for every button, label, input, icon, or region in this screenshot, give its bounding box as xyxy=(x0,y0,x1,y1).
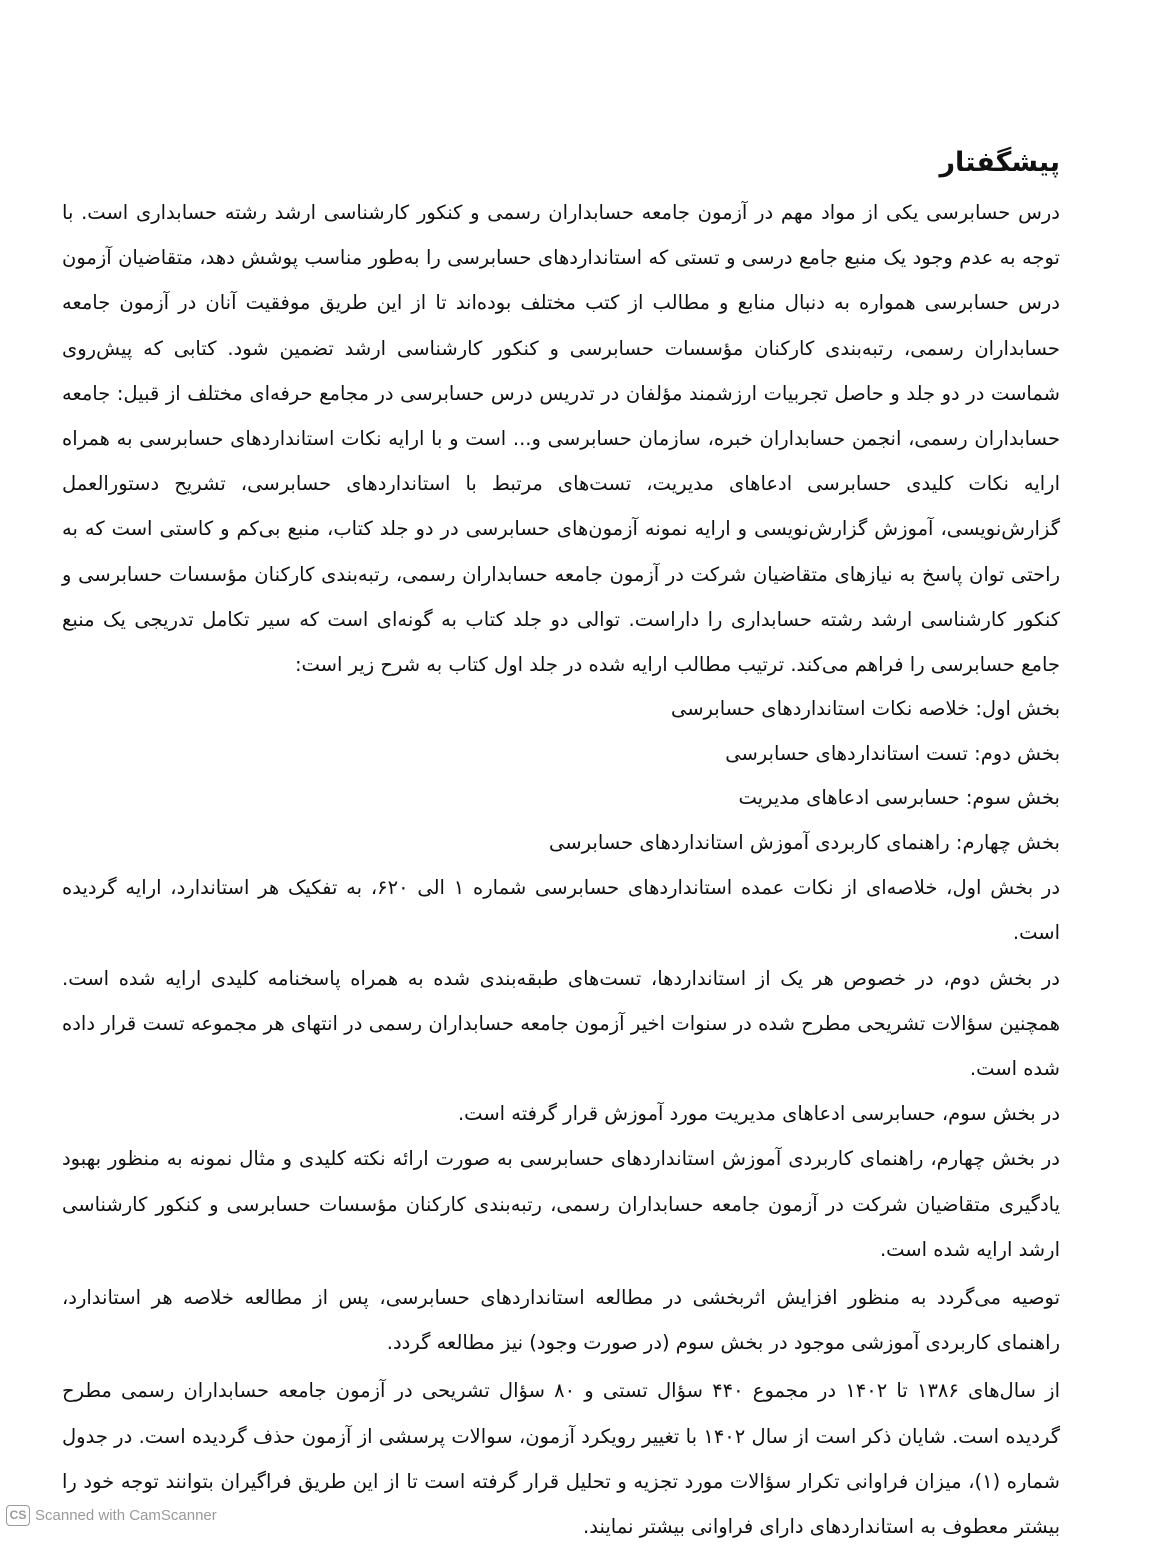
document-body xyxy=(62,140,1060,1549)
part4-paragraph: در بخش چهارم، راهنمای کاربردی آموزش استانداردهای حسابرسی به صورت ارائه نکته کلیدی و مثال نمونه به منظور بهبود یادگیری متقاضیان شرکت در آزمون جامعه حسابداران رسمی، رتبه‌بندی کارکنان مؤسسات حسابرسی و کنکور کارشناسی ارشد ارایه شده است. xyxy=(62,1147,1060,1261)
page-title: پیشگفتار xyxy=(939,147,1060,178)
recommendation-paragraph: توصیه می‌گردد به منظور افزایش اثربخشی در مطالعه استانداردهای حسابرسی، پس از مطالعه خلاصه هر استاندارد، راهنمای کاربردی آموزشی موجود در بخش سوم (در صورت وجود) نیز مطالعه گردد. xyxy=(62,1286,1060,1355)
sections-list xyxy=(62,687,1060,865)
list-item: بخش اول: خلاصه نکات استانداردهای حسابرسی xyxy=(670,697,1060,721)
watermark-text: Scanned with CamScanner xyxy=(35,1507,217,1524)
part2-paragraph: در بخش دوم، در خصوص هر یک از استانداردها، تست‌های طبقه‌بندی شده به همراه پاسخنامه کلیدی ارایه شده است. همچنین سؤالات تشریحی مطرح شده در سنوات اخیر آزمون جامعه حسابداران رسمی در انتهای هر مجموعه تست قرار داده شده است. xyxy=(62,966,1060,1081)
camscanner-logo-icon: CS xyxy=(6,1505,30,1526)
camscanner-watermark xyxy=(6,1505,217,1526)
list-item: بخش دوم: تست استانداردهای حسابرسی xyxy=(725,741,1060,765)
exam-stats-paragraph: از سال‌های ۱۳۸۶ تا ۱۴۰۲ در مجموع ۴۴۰ سؤال تستی و ۸۰ سؤال تشریحی در آزمون جامعه حسابداران رسمی مطرح گردیده است. شایان ذکر است از سال ۱۴۰۲ با تغییر رویکرد آزمون، سوالات پرسشی از آزمون حذف گردیده است. در جدول شماره (۱)، میزان فراوانی تکرار سؤالات مورد تجزیه و تحلیل قرار گرفته است تا از این طریق فراگیران بتوانند توجه خود را بیشتر معطوف به استانداردهای دارای فراوانی بیشتر نمایند. xyxy=(62,1379,1061,1539)
part1-paragraph: در بخش اول، خلاصه‌ای از نکات عمده استانداردهای حسابرسی شماره ۱ الی ۶۲۰، به تفکیک هر استاندارد، ارایه گردیده است. xyxy=(62,876,1061,945)
part3-paragraph: در بخش سوم، حسابرسی ادعاهای مدیریت مورد آموزش قرار گرفته است. xyxy=(457,1102,1060,1126)
list-item: بخش سوم: حسابرسی ادعاهای مدیریت xyxy=(738,786,1060,810)
list-item: بخش چهارم: راهنمای کاربردی آموزش استانداردهای حسابرسی xyxy=(549,830,1060,854)
intro-paragraph: درس حسابرسی یکی از مواد مهم در آزمون جامعه حسابداران رسمی و کنکور کارشناسی ارشد رشته حسابداری است. با توجه به عدم وجود یک منبع جامع درسی و تستی که استانداردهای حسابرسی را به‌طور مناسب پوشش دهد، متقاضیان آزمون درس حسابرسی همواره به دنبال منابع و مطالب از کتب مختلف بوده‌اند تا از این طریق موفقیت آنان در آزمون جامعه حسابداران رسمی، رتبه‌بندی کارکنان مؤسسات حسابرسی و کنکور کارشناسی ارشد تضمین شود. کتابی که پیش‌روی شماست در دو جلد و حاصل تجربیات ارزشمند مؤلفان در تدریس درس حسابرسی در مجامع حرفه‌ای مختلف از قبیل: جامعه حسابداران رسمی، انجمن حسابداران خبره، سازمان حسابرسی و... است و با ارایه نکات استانداردهای حسابرسی به همراه ارایه نکات کلیدی حسابرسی ادعاهای مدیریت، تست‌های مرتبط با استانداردهای حسابرسی، تشریح دستورالعمل گزارش‌نویسی، آموزش گزارش‌نویسی و ارایه نمونه آزمون‌های حسابرسی در دو جلد کتاب، منبع بی‌کم و کاستی است که به راحتی توان پاسخ به نیازهای متقاضیان شرکت در آزمون جامعه حسابداران رسمی، رتبه‌بندی کارکنان مؤسسات حسابرسی و کنکور کارشناسی ارشد رشته حسابداری را داراست. توالی دو جلد کتاب به گونه‌ای است که سیر تکامل تدریجی یک منبع جامع حسابرسی را فراهم می‌کند. ترتیب مطالب ارایه شده در جلد اول کتاب به شرح زیر است: xyxy=(62,201,1060,677)
